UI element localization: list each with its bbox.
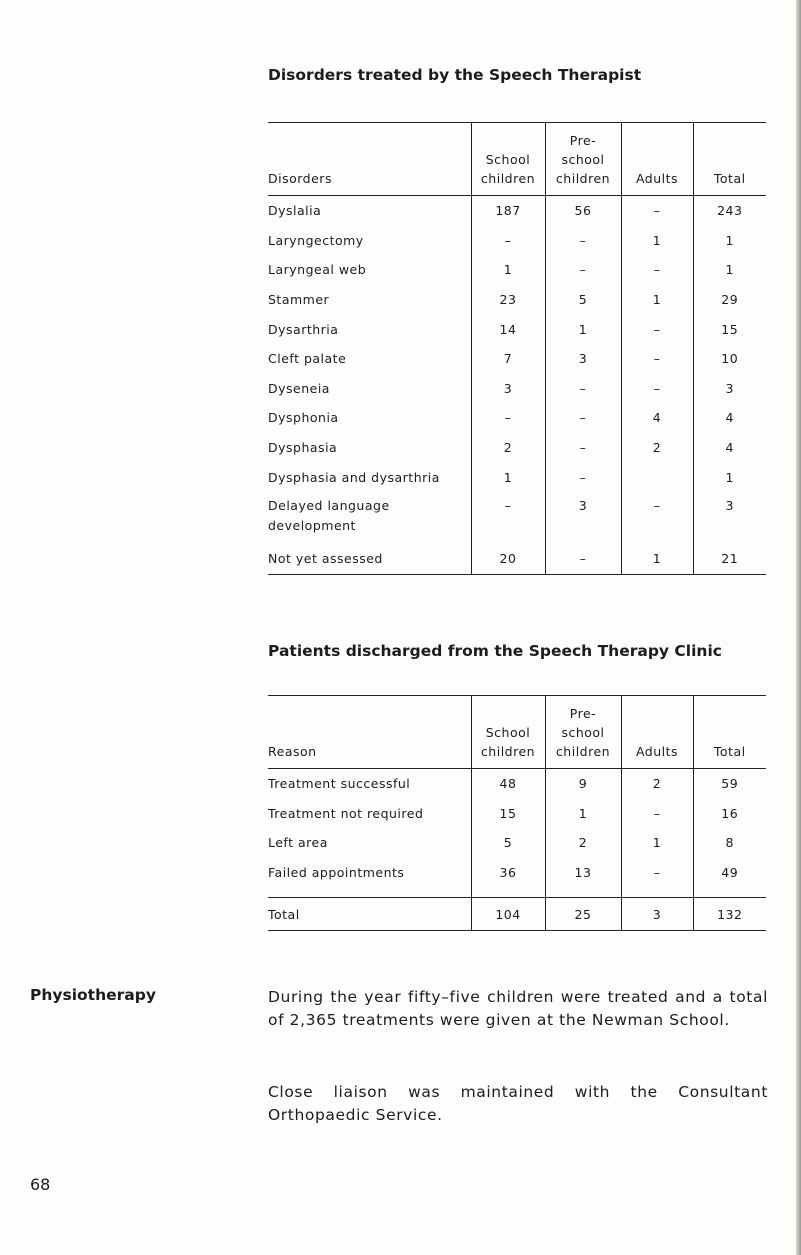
header-preschool-children: Pre- school children <box>545 696 621 769</box>
physiotherapy-heading: Physiotherapy <box>30 986 156 1004</box>
disorders-table <box>268 122 766 575</box>
spacer-row <box>268 887 766 898</box>
table-row: Dysphasia 2 – 2 4 <box>268 433 766 463</box>
table-row: Dyslalia 187 56 – 243 <box>268 196 766 226</box>
table-row: Left area 5 2 1 8 <box>268 828 766 858</box>
page-number: 68 <box>30 1175 51 1194</box>
header-school-children: School children <box>471 696 545 769</box>
table-row: Laryngeal web 1 – – 1 <box>268 255 766 285</box>
physiotherapy-paragraph-1: During the year fifty–five children were treated and a total of 2,365 treatments were given at the Newman School. <box>268 988 768 1029</box>
header-reason: Reason <box>268 696 471 769</box>
table-row: Treatment not required 15 1 – 16 <box>268 799 766 829</box>
header-preschool-children: Pre- school children <box>545 123 621 196</box>
header-total: Total <box>693 696 766 769</box>
table-row: Stammer 23 5 1 29 <box>268 285 766 315</box>
header-adults: Adults <box>621 123 693 196</box>
total-row: Total 104 25 3 132 <box>268 898 766 931</box>
table-row: Laryngectomy – – 1 1 <box>268 226 766 256</box>
physiotherapy-paragraph-2: Close liaison was maintained with the Consultant Orthopaedic Service. <box>268 1083 768 1124</box>
table-row: Dysarthria 14 1 – 15 <box>268 314 766 344</box>
page-edge <box>796 0 801 1255</box>
table-row: Delayed language development – 3 – 3 <box>268 492 766 544</box>
header-disorders: Disorders <box>268 123 471 196</box>
table-row: Dysphonia – – 4 4 <box>268 403 766 433</box>
discharged-table <box>268 695 766 931</box>
table-row: Not yet assessed 20 – 1 21 <box>268 544 766 574</box>
header-adults: Adults <box>621 696 693 769</box>
table-row: Dysphasia and dysarthria 1 – 1 <box>268 462 766 492</box>
table-row: Treatment successful 48 9 2 59 <box>268 769 766 799</box>
table-row: Failed appointments 36 13 – 49 <box>268 858 766 888</box>
table1-title: Disorders treated by the Speech Therapist <box>268 66 642 84</box>
header-school-children: School children <box>471 123 545 196</box>
table2-title: Patients discharged from the Speech Therapy Clinic <box>268 642 722 660</box>
table-row: Cleft palate 7 3 – 10 <box>268 344 766 374</box>
header-total: Total <box>693 123 766 196</box>
table-row: Dyseneia 3 – – 3 <box>268 374 766 404</box>
